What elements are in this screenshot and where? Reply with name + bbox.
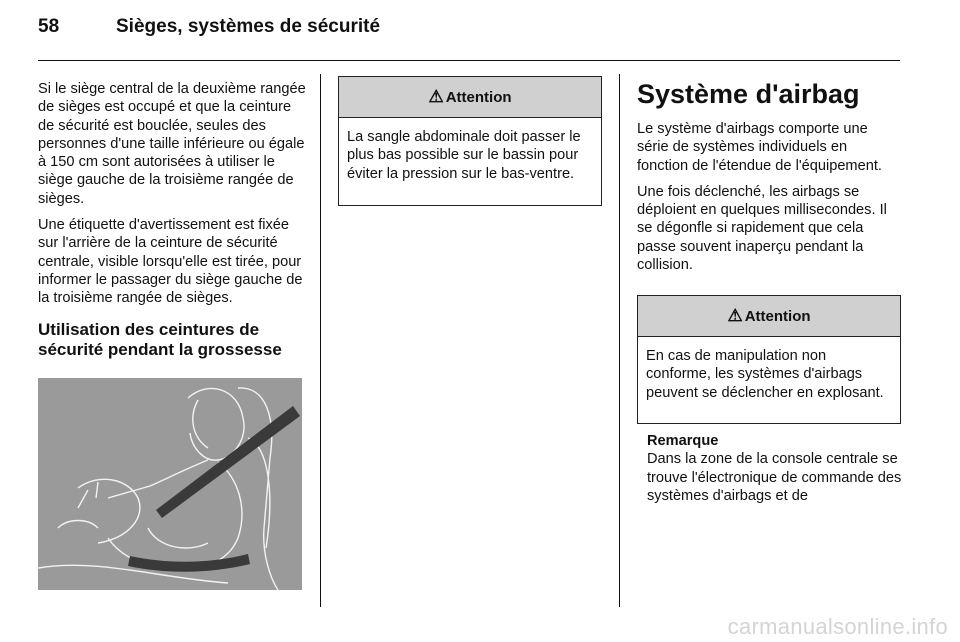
illustration-drawing xyxy=(38,378,302,590)
warning-triangle-icon: ⚠ xyxy=(727,306,743,325)
attention-text-airbag: En cas de manipulation non conforme, les systèmes d'airbags peuvent se déclencher en explosant. xyxy=(646,348,884,401)
attention-header xyxy=(339,77,601,118)
header-rule xyxy=(38,60,900,61)
column-right xyxy=(637,78,902,282)
watermark: carmanualsonline.info xyxy=(727,614,948,639)
attention-box-airbag xyxy=(637,295,901,424)
seatbelt-shoulder-strap xyxy=(156,406,300,518)
heading-airbag-system: Système d'airbag xyxy=(637,79,860,109)
attention-text: La sangle abdominale doit passer le plus bas possible sur le bassin pour éviter la pression sur le bas-ventre. xyxy=(347,129,581,182)
remarque-title: Remarque xyxy=(647,433,719,449)
subheading-pregnancy: Utilisation des ceintures de sécurité pendant la grossesse xyxy=(38,319,282,359)
paragraph-seat-restriction: Si le siège central de la deuxième rangée de sièges est occupé et que la ceinture de sécurité est bouclée, seules des personnes d'une taille inférieure ou égale à 150 cm sont autorisées à utiliser le siège gauche de la troisième rangée de sièges. xyxy=(38,81,306,207)
attention-box-lap-belt xyxy=(338,76,602,206)
attention-label: Attention xyxy=(445,88,512,106)
remarque-block xyxy=(647,432,905,505)
attention-header-airbag xyxy=(638,296,900,337)
paragraph-airbag-intro: Le système d'airbags comporte une série de systèmes individuels en fonction de l'étendue de l'équipement. xyxy=(637,121,882,174)
paragraph-warning-label: Une étiquette d'avertissement est fixée sur l'arrière de la ceinture de sécurité centrale, visible lorsqu'elle est tirée, pour informer le passager du siège gauche de la troisième rangée de sièges. xyxy=(38,217,303,307)
remarque-text: Dans la zone de la console centrale se trouve l'électronique de commande des systèmes d'airbags et de xyxy=(647,451,902,504)
seatbelt-lap-strap xyxy=(128,554,250,572)
attention-label-airbag: Attention xyxy=(744,307,811,325)
warning-triangle-icon: ⚠ xyxy=(428,87,444,106)
column-divider-2 xyxy=(619,74,620,607)
paragraph-airbag-deploy: Une fois déclenché, les airbags se déploient en quelques millisecondes. Il se dégonfle si rapidement que cela passe souvent inaperçu pendant la collision. xyxy=(637,183,887,274)
page-section-title: Sièges, systèmes de sécurité xyxy=(116,16,381,37)
page-number: 58 xyxy=(38,16,60,37)
pregnancy-seatbelt-illustration xyxy=(38,378,302,590)
column-left xyxy=(38,80,306,360)
column-divider-1 xyxy=(320,74,321,607)
